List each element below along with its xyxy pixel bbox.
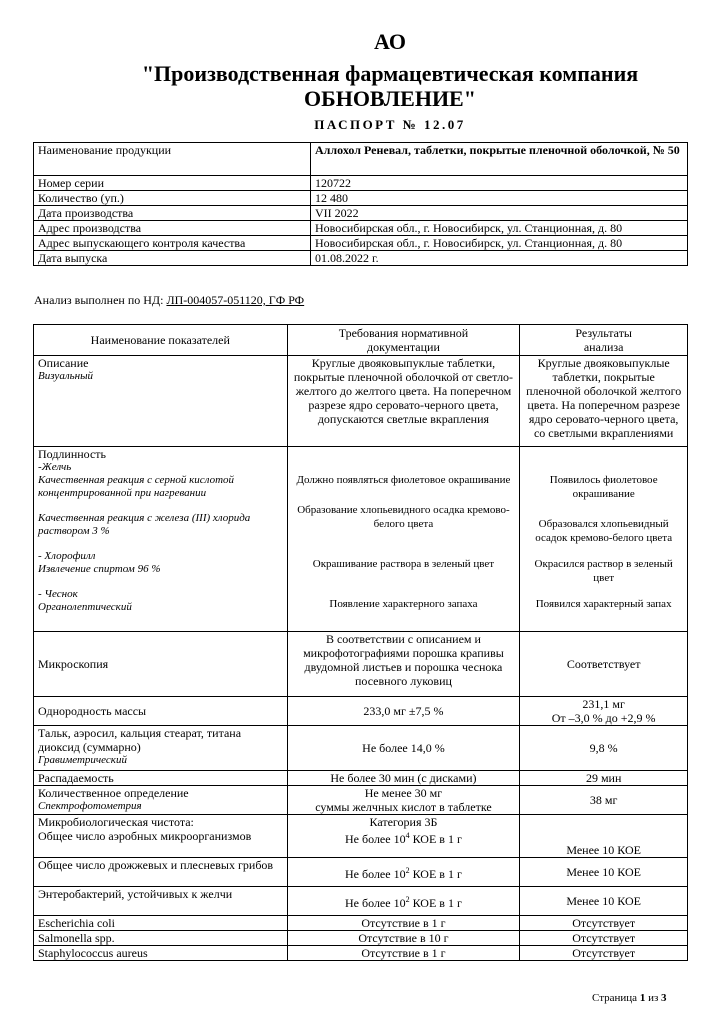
micro-purity-label: Микробиологическая чистота: — [38, 815, 194, 829]
footer-page: 1 — [639, 992, 646, 1004]
table-row — [34, 143, 688, 176]
spacer — [38, 500, 283, 512]
bile-res2: Образовался хлопьевидный осадок кремово-белого цвета — [535, 518, 673, 544]
info-label: Дата выпуска — [34, 251, 311, 266]
identity-req-cell — [287, 447, 520, 632]
table-row — [34, 726, 688, 771]
spacer — [292, 531, 516, 557]
analysis-table — [33, 324, 688, 961]
garlic-req: Появление характерного запаха — [329, 598, 478, 610]
bile-req1: Должно появляться фиолетовое окрашивание — [296, 474, 511, 486]
entero-res: Менее 10 КОЕ — [520, 887, 688, 916]
info-label: Номер серии — [34, 176, 311, 191]
yeast-req-base: Не более 10 — [345, 866, 406, 881]
footer-mid: из — [645, 992, 662, 1004]
table-row — [34, 815, 688, 858]
info-label: Адрес производства — [34, 221, 311, 236]
yeast-req-unit: КОЕ в 1 г — [409, 866, 462, 881]
entero-label: Энтеробактерий, устойчивых к желчи — [34, 887, 288, 916]
chlorophyll-label: - Хлорофилл — [38, 550, 96, 562]
assay-req1: Не менее 30 мг — [364, 786, 443, 800]
bile-res1: Появилось фиолетовое окрашивание — [549, 474, 658, 500]
passport-number: ПАСПОРТ № 12.07 — [314, 117, 466, 132]
aerobic-req-unit: КОЕ в 1 г — [409, 832, 462, 846]
aerobic-label: Общее число аэробных микроорганизмов — [38, 829, 252, 843]
spacer — [524, 501, 683, 517]
info-label: Наименование продукции — [34, 143, 311, 176]
identity-res-cell — [520, 447, 688, 632]
chlorophyll-req: Окрашивание раствора в зеленый цвет — [312, 558, 495, 570]
microscopy-res: Соответствует — [520, 632, 688, 697]
nd-prefix: Анализ выполнен по НД: — [34, 293, 167, 307]
description-cell — [34, 356, 288, 447]
aerobic-req-base: Не более 10 — [345, 832, 406, 846]
chlorophyll-res: Окрасился раствор в зеленый цвет — [534, 558, 673, 584]
talc-label: Тальк, аэросил, кальция стеарат, титана диоксид (суммарно) — [38, 726, 242, 754]
talc-method: Гравиметрический — [38, 754, 127, 766]
microscopy-req: В соответствии с описанием и микрофотографиями порошка крапивы двудомной листьев и порошка чеснока посевного луковиц — [287, 632, 520, 697]
bile-test2: Качественная реакция с железа (III) хлорида раствором 3 % — [38, 512, 251, 537]
ecoli-label: Escherichia coli — [34, 916, 288, 931]
bile-req2: Образование хлопьевидного осадка кремово-белого цвета — [297, 504, 510, 530]
assay-req2: суммы желчных кислот в таблетке — [315, 800, 492, 814]
aerobic-res: Менее 10 КОЕ — [520, 815, 688, 858]
spacer — [292, 487, 516, 503]
chlorophyll-test: Извлечение спиртом 96 % — [38, 563, 161, 575]
company-name-line1: "Производственная фармацевтическая компания — [141, 61, 639, 86]
assay-req-cell — [287, 786, 520, 815]
table-row — [34, 887, 688, 916]
production-address: Новосибирская обл., г. Новосибирск, ул. Станционная, д. 80 — [311, 221, 688, 236]
bile-label: -Желчь — [38, 461, 72, 473]
spacer — [524, 545, 683, 557]
spacer — [524, 585, 683, 597]
uniformity-label: Однородность массы — [34, 697, 288, 726]
company-type: АО — [374, 29, 406, 54]
spacer — [292, 571, 516, 597]
disintegration-label: Распадаемость — [34, 771, 288, 786]
nd-value: ЛП-004057-051120, ГФ РФ — [166, 293, 305, 307]
yeast-res: Менее 10 КОЕ — [520, 858, 688, 887]
table-row — [34, 786, 688, 815]
aerobic-req-exp: 4 — [405, 831, 410, 840]
table-row — [34, 236, 688, 251]
ecoli-res: Отсутствует — [520, 916, 688, 931]
info-label: Адрес выпускающего контроля качества — [34, 236, 311, 251]
table-row — [34, 176, 688, 191]
page-footer — [592, 992, 667, 1004]
table-row — [34, 221, 688, 236]
assay-res: 38 мг — [520, 786, 688, 815]
yeast-label: Общее число дрожжевых и плесневых грибов — [34, 858, 288, 887]
yeast-req — [287, 858, 520, 887]
micro-purity-cell — [34, 815, 288, 858]
assay-cell — [34, 786, 288, 815]
table-row — [34, 771, 688, 786]
talc-cell — [34, 726, 288, 771]
entero-req-base: Не более 10 — [345, 895, 406, 910]
microscopy-label: Микроскопия — [34, 632, 288, 697]
quantity: 12 480 — [311, 191, 688, 206]
production-date: VII 2022 — [311, 206, 688, 221]
nd-line — [34, 293, 304, 308]
spacer — [292, 447, 516, 473]
assay-label: Количественное определение — [38, 786, 189, 800]
table-row — [34, 206, 688, 221]
footer-prefix: Страница — [592, 992, 640, 1004]
garlic-res: Появился характерный запах — [535, 598, 672, 610]
spacer — [38, 576, 283, 588]
staph-req: Отсутствие в 1 г — [287, 946, 520, 961]
entero-req-unit: КОЕ в 1 г — [409, 895, 462, 910]
table-row — [34, 251, 688, 266]
info-label: Дата производства — [34, 206, 311, 221]
yeast-req-exp: 2 — [405, 865, 410, 875]
col-header-result: Результаты анализа — [520, 325, 688, 356]
garlic-label: - Чеснок — [38, 588, 78, 600]
batch-number: 120722 — [311, 176, 688, 191]
aerobic-req-cell — [287, 815, 520, 858]
ecoli-req: Отсутствие в 1 г — [287, 916, 520, 931]
qc-address: Новосибирская обл., г. Новосибирск, ул. Станционная, д. 80 — [311, 236, 688, 251]
table-row — [34, 946, 688, 961]
table-row — [34, 632, 688, 697]
uniformity-res2: От –3,0 % до +2,9 % — [551, 711, 656, 725]
table-row — [34, 191, 688, 206]
uniformity-req: 233,0 мг ±7,5 % — [287, 697, 520, 726]
table-row — [34, 697, 688, 726]
release-date: 01.08.2022 г. — [311, 251, 688, 266]
description-res: Круглые двояковыпуклые таблетки, покрытые пленочной оболочкой желтого цвета. На поперечном разрезе ядро серовато-черного цвета, со светлыми вкраплениями — [520, 356, 688, 447]
table-header-row — [34, 325, 688, 356]
uniformity-res1: 231,1 мг — [582, 697, 625, 711]
entero-req — [287, 887, 520, 916]
spacer — [38, 538, 283, 550]
table-row — [34, 916, 688, 931]
disintegration-res: 29 мин — [520, 771, 688, 786]
product-info-table — [33, 142, 688, 266]
description-method: Визуальный — [38, 370, 94, 382]
identity-cell — [34, 447, 288, 632]
description-req: Круглые двояковыпуклые таблетки, покрытые пленочной оболочкой от светло-желтого до желтого цвета. На поперечном разрезе ядро серовато-черного цвета, допускаются светлые вкрапления — [287, 356, 520, 447]
footer-total: 3 — [661, 992, 667, 1004]
table-row — [34, 858, 688, 887]
aerobic-req — [292, 829, 516, 846]
assay-method: Спектрофотометрия — [38, 800, 142, 812]
talc-res: 9,8 % — [520, 726, 688, 771]
salmonella-req: Отсутствие в 10 г — [287, 931, 520, 946]
disintegration-req: Не более 30 мин (с дисками) — [287, 771, 520, 786]
talc-req: Не более 14,0 % — [287, 726, 520, 771]
table-row — [34, 447, 688, 632]
spacer — [524, 447, 683, 473]
garlic-test: Органолептический — [38, 601, 132, 613]
info-label: Количество (уп.) — [34, 191, 311, 206]
description-label: Описание — [38, 356, 89, 370]
col-header-name: Наименование показателей — [34, 325, 288, 356]
staph-label: Staphylococcus aureus — [34, 946, 288, 961]
product-name: Аллохол Реневал, таблетки, покрытые пленочной оболочкой, № 50 — [311, 143, 688, 176]
identity-label: Подлинность — [38, 447, 107, 461]
col-header-req: Требования нормативной документации — [287, 325, 520, 356]
salmonella-res: Отсутствует — [520, 931, 688, 946]
aerobic-category: Категория 3Б — [369, 815, 438, 829]
company-name-line2: ОБНОВЛЕНИЕ" — [304, 86, 476, 111]
table-row — [34, 931, 688, 946]
staph-res: Отсутствует — [520, 946, 688, 961]
bile-test1: Качественная реакция с серной кислотой концентрированной при нагревании — [38, 474, 235, 499]
uniformity-res-cell — [520, 697, 688, 726]
entero-req-exp: 2 — [405, 894, 410, 904]
salmonella-label: Salmonella spp. — [34, 931, 288, 946]
table-row — [34, 356, 688, 447]
